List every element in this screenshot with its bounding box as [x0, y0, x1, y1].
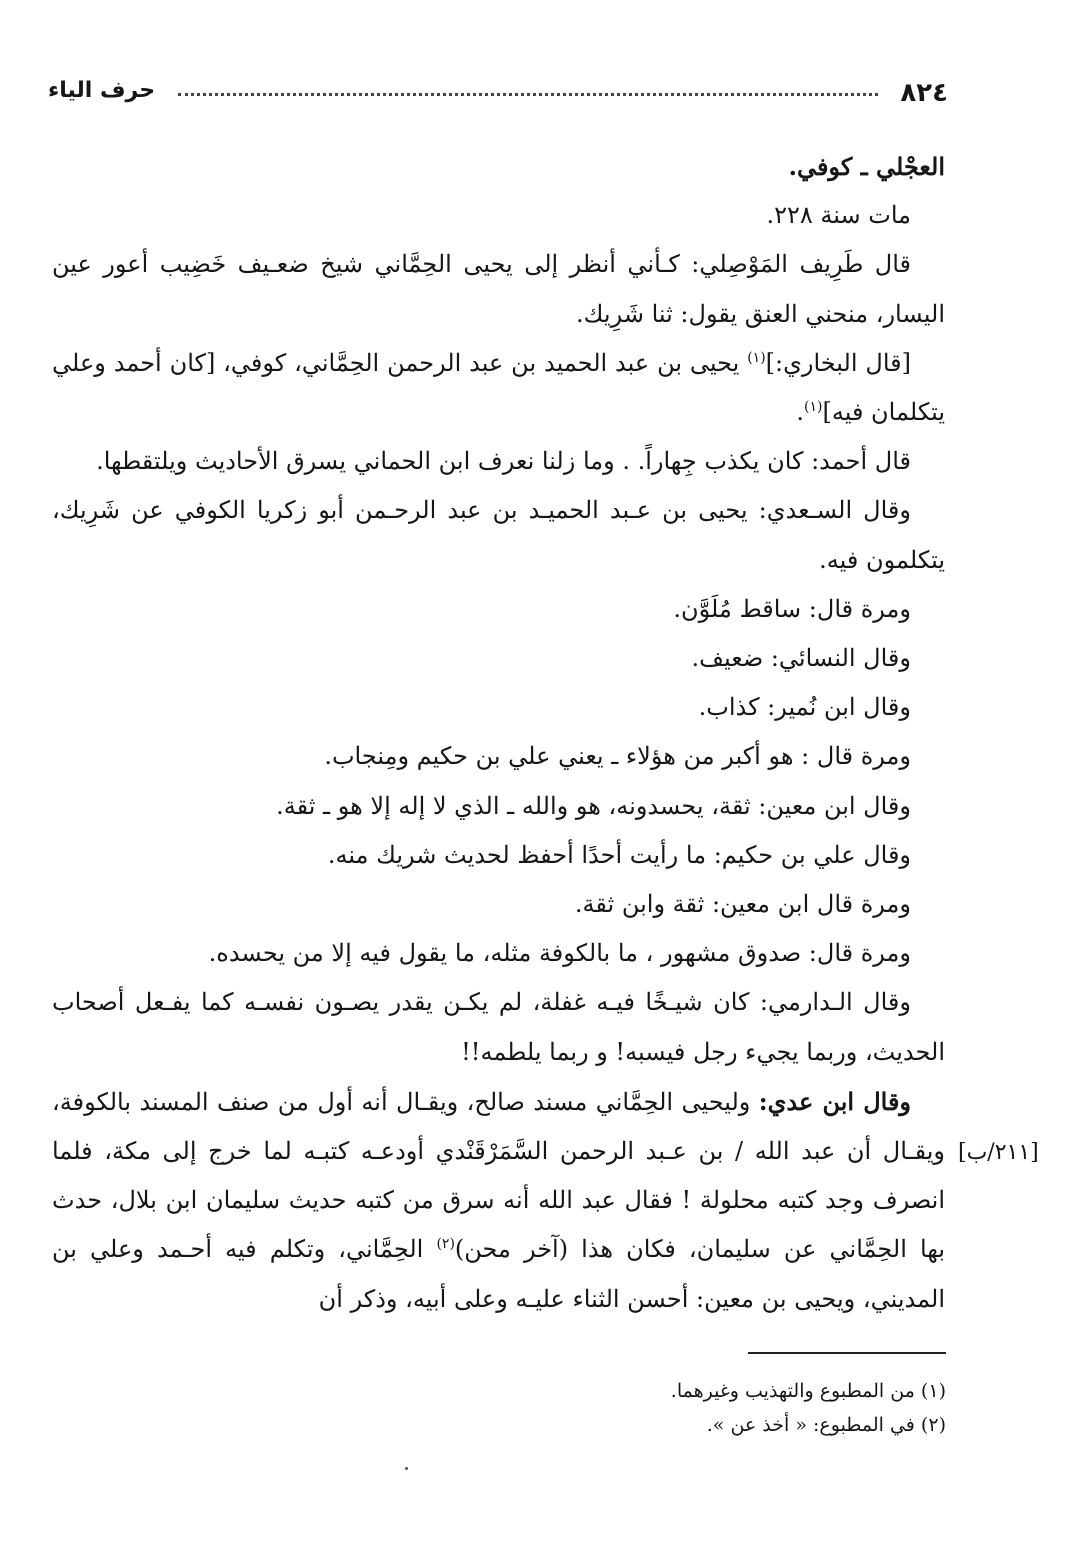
scan-speck — [405, 1467, 408, 1470]
footnote-ref-1b: (١) — [804, 399, 823, 416]
paragraph-saqit: ومرة قال: ساقط مُلَوَّن. — [673, 594, 911, 623]
main-text — [52, 142, 945, 1324]
paragraph-thiqa: ومرة قال ابن معين: ثقة وابن ثقة. — [574, 890, 911, 919]
ibn-adi-end: الحِمَّاني، وتكلم فيه أحـمد وعلي بن المديني، ويحيى بن معين: أحسن الثناء عليـه وعلى أبيه، وذكر أن — [52, 1235, 945, 1313]
folio-margin-note: [٢١١/ب] — [958, 1140, 1039, 1165]
paragraph-ali-hakim: وقال علي بن حكيم: ما رأيت أحدًا أحفظ لحديث شريك منه. — [327, 840, 911, 869]
paragraph-akbar: ومرة قال : هو أكبر من هؤلاء ـ يعني علي بن حكيم ومِنجاب. — [324, 742, 911, 771]
header-divider — [178, 93, 878, 96]
ibn-adi-text: وليحيى الحِمَّاني مسند صالح، ويقـال أنه أول من صنف المسند بالكوفة، ويقـال أن عبد الله / بن عـبد الرحمن السَّمَرْقَنْدي أودعـه كتبـه لما خرج إلى مكة، فلما انصرف وجد كتبه محلولة ! فقال عبد الله أنه سرق من كتبه حديث سليمان ابن بلال، حدث بها الحِمَّاني عن سليمان، فكان هذا (آخر محن) — [52, 1087, 946, 1264]
paragraph-saduq: ومرة قال: صدوق مشهور ، ما بالكوفة مثله، ما يقول فيه إلا من يحسده. — [208, 939, 911, 968]
paragraph-ibn-numayr: وقال ابن نُمير: كذاب. — [698, 693, 911, 722]
paragraph-tarif: قال طَرِيف المَوْصِلي: كـأني أنظر إلى يحيى الحِمَّاني شيخ ضعـيف خَضِيب أعور عين اليسار، منحني العنق يقول: ثنا شَرِيك. — [52, 250, 945, 328]
footnote-2: (٢) في المطبوع: « أخذ عن ». — [706, 1414, 946, 1436]
page-header — [48, 78, 948, 114]
bukhari-end: . — [796, 398, 805, 427]
paragraph-ibn-main: وقال ابن معين: ثقة، يحسدونه، هو والله ـ الذي لا إله إلا هو ـ ثقة. — [276, 791, 911, 820]
running-title: حرف الياء — [48, 78, 156, 103]
entry-line-ijli: العجْلي ـ كوفي. — [788, 152, 945, 181]
paragraph-saadi: وقال السـعدي: يحيى بن عـبد الحميـد بن عبد الرحـمن أبو زكريا الكوفي عن شَرِيك، يتكلمون فيه. — [52, 496, 945, 574]
footnote-ref-1: (١) — [747, 349, 766, 366]
footnotes — [246, 1374, 946, 1442]
paragraph-bukhari — [52, 339, 945, 437]
paragraph-death-year: مات سنة ٢٢٨. — [766, 201, 911, 230]
footnote-ref-2: (٢) — [436, 1236, 455, 1253]
paragraph-nasai: وقال النسائي: ضعيف. — [691, 644, 911, 673]
ibn-adi-label: وقال ابن عدي: — [758, 1086, 911, 1116]
footnote-divider — [748, 1352, 946, 1354]
footnote-1: (١) من المطبوع والتهذيب وغيرهما. — [670, 1380, 946, 1402]
bukhari-intro: [قال البخاري:] — [765, 348, 911, 377]
page-number: ٨٢٤ — [900, 78, 948, 108]
bukhari-text: يحيى بن عبد الحميد بن عبد الرحمن الحِمَّاني، كوفي، [كان أحمد وعلي يتكلمان فيه] — [52, 348, 945, 427]
paragraph-ibn-adi — [52, 1077, 945, 1324]
paragraph-darimi: وقال الـدارمي: كان شيـخًا فيـه غفلة، لم يكـن يقدر يصـون نفسـه كما يفـعل أصحاب الحديث، وربما يجيء رجل فيسبه! و ربما يلطمه!! — [52, 988, 945, 1066]
paragraph-ahmad: قال أحمد: كان يكذب جِهاراً. . وما زلنا نعرف ابن الحماني يسرق الأحاديث ويلتقطها. — [96, 447, 911, 476]
